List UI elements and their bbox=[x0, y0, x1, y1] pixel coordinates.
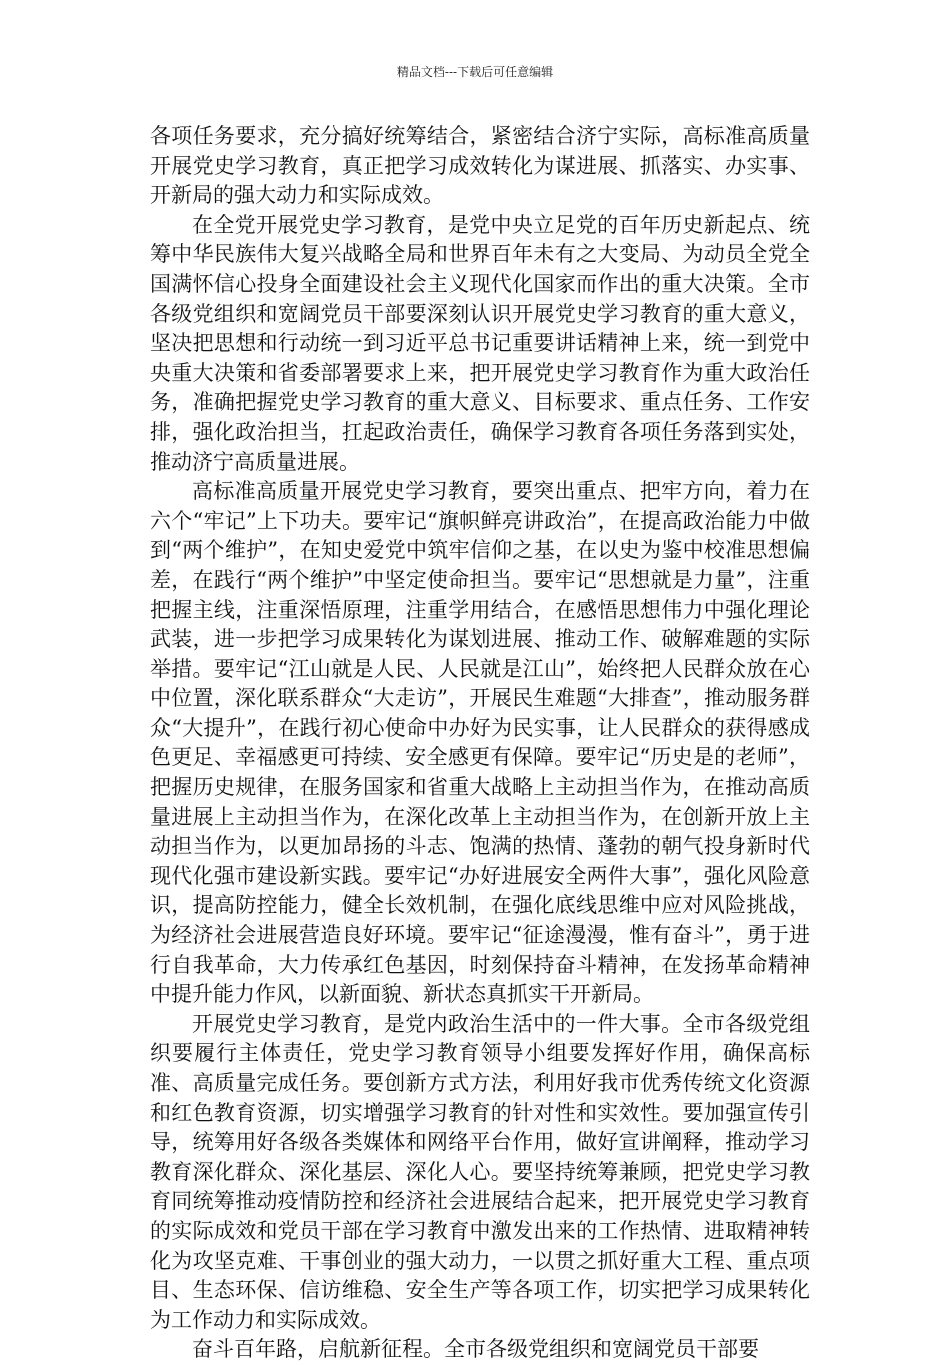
document-body bbox=[150, 122, 810, 1365]
paragraph: 各项任务要求，充分搞好统筹结合，紧密结合济宁实际，高标准高质量开展党史学习教育，真正把学习成效转化为谋进展、抓落实、办实事、开新局的强大动力和实际成效。 bbox=[150, 124, 810, 208]
paragraph: 开展党史学习教育，是党内政治生活中的一件大事。全市各级党组织要履行主体责任，党史学习教育领导小组要发挥好作用，确保高标准、高质量完成任务。要创新方式方法，利用好我市优秀传统文化资源和红色教育资源，切实增强学习教育的针对性和实效性。要加强宣传引导，统筹用好各级各类媒体和网络平台作用，做好宣讲阐释，推动学习教育深化群众、深化基层、深化人心。要坚持统筹兼顾，把党史学习教育同统筹推动疫情防控和经济社会进展结合起来，把开展党史学习教育的实际成效和党员干部在学习教育中激发出来的工作热情、进取精神转化为攻坚克难、干事创业的强大动力，一以贯之抓好重大工程、重点项目、生态环保、信访维稳、安全生产等各项工作，切实把学习成果转化为工作动力和实际成效。 bbox=[150, 1011, 810, 1332]
paragraph: 奋斗百年路，启航新征程。全市各级党组织和宽阔党员干部要 bbox=[192, 1337, 759, 1362]
paragraph: 高标准高质量开展党史学习教育，要突出重点、把牢方向，着力在六个“牢记”上下功夫。要牢记“旗帜鲜亮讲政治”，在提高政治能力中做到“两个维护”，在知史爱党中筑牢信仰之基，在以史为鉴中校准思想偏差，在践行“两个维护”中坚定使命担当。要牢记“思想就是力量”，注重把握主线，注重深悟原理，注重学用结合，在感悟思想伟力中强化理论武装，进一步把学习成果转化为谋划进展、推动工作、破解难题的实际举措。要牢记“江山就是人民、人民就是江山”，始终把人民群众放在心中位置，深化联系群众“大走访”，开展民生难题“大排查”，推动服务群众“大提升”，在践行初心使命中办好为民实事，让人民群众的获得感成色更足、幸福感更可持续、安全感更有保障。要牢记“历史是的老师”，把握历史规律，在服务国家和省重大战略上主动担当作为，在推动高质量进展上主动担当作为，在深化改革上主动担当作为，在创新开放上主动担当作为，以更加昂扬的斗志、饱满的热情、蓬勃的朝气投身新时代现代化强市建设新实践。要牢记“办好进展安全两件大事”，强化风险意识，提高防控能力，健全长效机制，在强化底线思维中应对风险挑战，为经济社会进展营造良好环境。要牢记“征途漫漫，惟有奋斗”，勇于进行自我革命，大力传承红色基因，时刻保持奋斗精神，在发扬革命精神中提升能力作风，以新面貌、新状态真抓实干开新局。 bbox=[150, 479, 810, 1007]
paragraph: 在全党开展党史学习教育，是党中央立足党的百年历史新起点、统筹中华民族伟大复兴战略全局和世界百年未有之大变局、为动员全党全国满怀信心投身全面建设社会主义现代化国家而作出的重大决策。全市各级党组织和宽阔党员干部要深刻认识开展党史学习教育的重大意义，坚决把思想和行动统一到习近平总书记重要讲话精神上来，统一到党中央重大决策和省委部署要求上来，把开展党史学习教育作为重大政治任务，准确把握党史学习教育的重大意义、目标要求、重点任务、工作安排，强化政治担当，扛起政治责任，确保学习教育各项任务落到实处，推动济宁高质量进展。 bbox=[150, 212, 810, 474]
page-header: 精品文档---下载后可任意编辑 bbox=[396, 65, 554, 79]
